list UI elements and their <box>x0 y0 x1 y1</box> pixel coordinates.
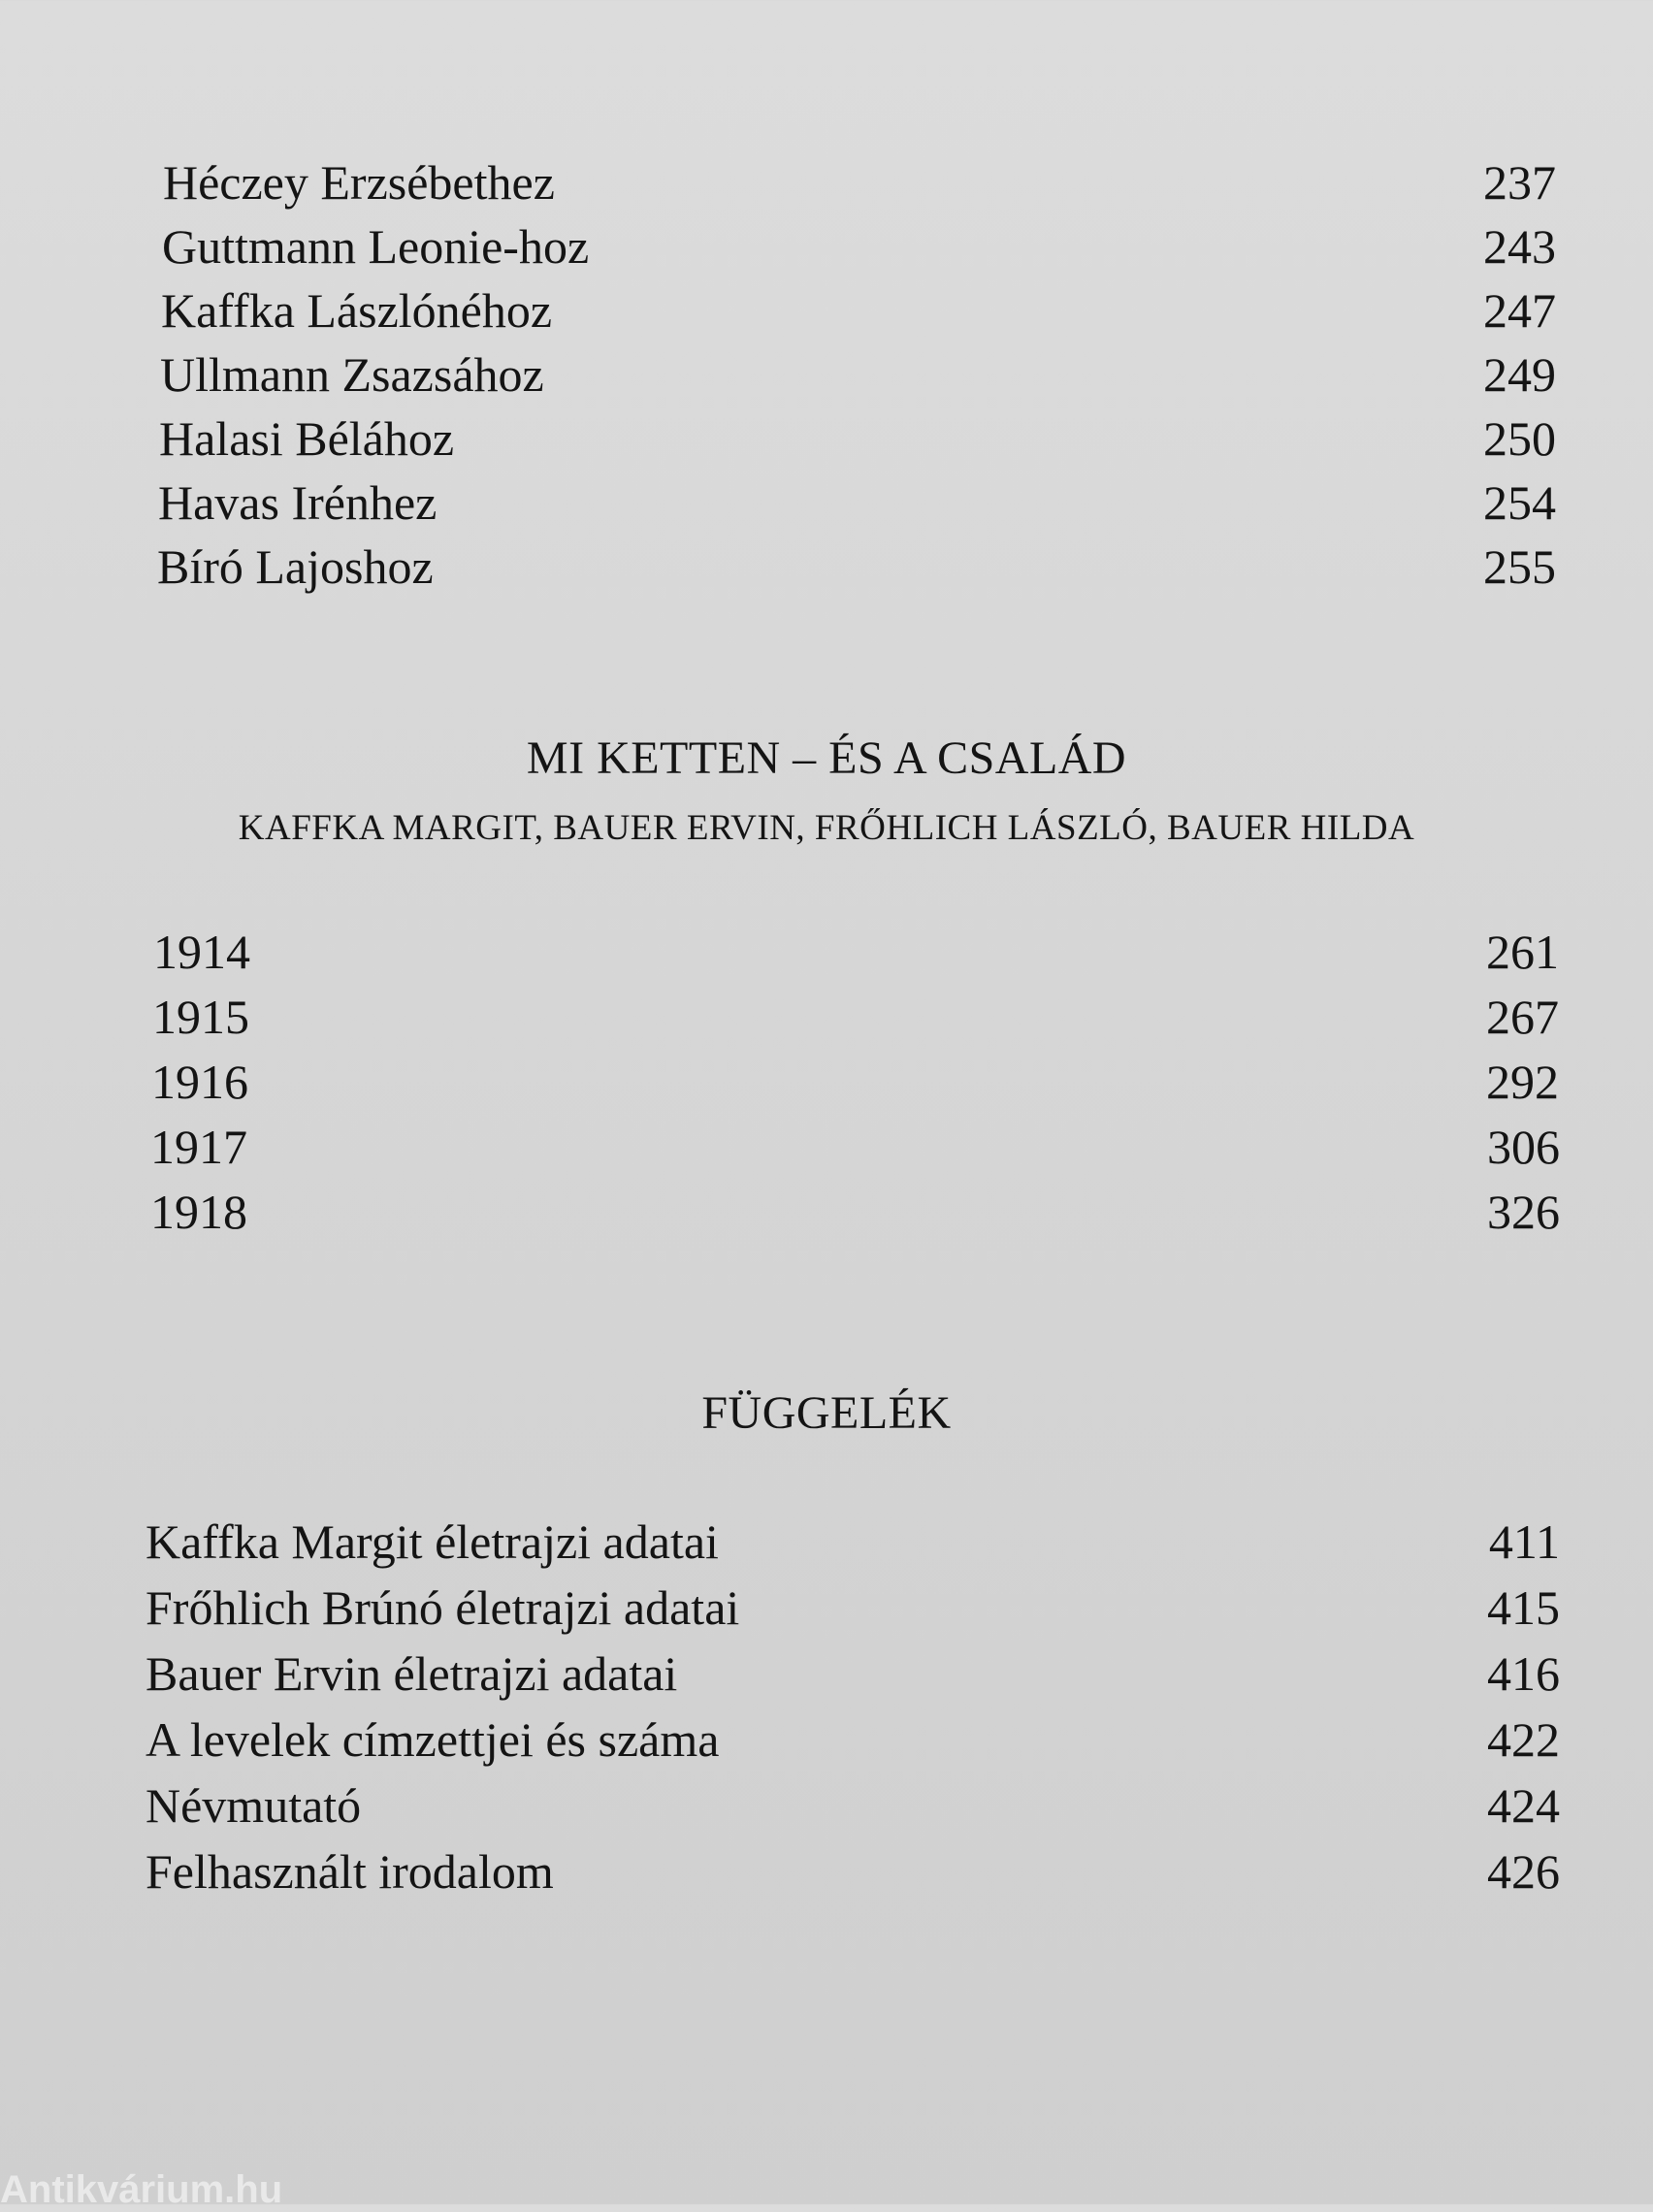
toc-entry-title: 1917 <box>150 1120 247 1174</box>
toc-entry-page: 424 <box>1487 1778 1560 1833</box>
section-heading: MI KETTEN – ÉS A CSALÁD <box>526 732 1127 784</box>
toc-entry-title: Ullmann Zsazsához <box>160 347 544 402</box>
toc-entry <box>0 408 1653 469</box>
toc-entry-page: 255 <box>1483 539 1556 594</box>
toc-entry <box>0 344 1653 405</box>
toc-entry-page: 326 <box>1487 1185 1560 1239</box>
toc-entry-title: A levelek címzettjei és száma <box>146 1712 720 1767</box>
toc-entry-page: 267 <box>1486 990 1559 1044</box>
toc-entry <box>0 1775 1653 1836</box>
toc-entry <box>0 1117 1653 1177</box>
watermark-text: Antikvárium.hu <box>0 2168 283 2211</box>
toc-entry-title: 1914 <box>153 925 250 979</box>
toc-entry-title: Bíró Lajoshoz <box>157 539 434 594</box>
toc-entry-title: Havas Irénhez <box>158 475 438 530</box>
toc-entry-page: 411 <box>1488 1514 1560 1569</box>
toc-entry-page: 416 <box>1487 1646 1560 1701</box>
toc-entry-page: 261 <box>1486 925 1559 979</box>
toc-entry <box>0 216 1653 276</box>
toc-entry <box>0 987 1653 1047</box>
toc-entry-title: Kaffka Margit életrajzi adatai <box>146 1514 719 1569</box>
toc-entry-title: Frőhlich Brúnó életrajzi adatai <box>146 1580 740 1635</box>
toc-entry-title: 1918 <box>150 1185 247 1239</box>
toc-entry <box>0 152 1653 212</box>
toc-entry <box>0 1709 1653 1770</box>
toc-entry <box>0 1578 1653 1638</box>
toc-entry-title: Névmutató <box>146 1778 362 1833</box>
toc-entry <box>0 1052 1653 1112</box>
toc-entry <box>0 472 1653 533</box>
toc-entry-page: 426 <box>1487 1844 1560 1899</box>
toc-entry <box>0 537 1653 597</box>
toc-entry-title: 1916 <box>151 1055 248 1109</box>
toc-entry-title: Bauer Ervin életrajzi adatai <box>146 1646 678 1701</box>
toc-entry-page: 250 <box>1483 411 1556 466</box>
toc-entry <box>0 922 1653 982</box>
toc-entry-page: 422 <box>1487 1712 1560 1767</box>
toc-entry-page: 247 <box>1483 283 1556 338</box>
section-subheading: KAFFKA MARGIT, BAUER ERVIN, FRŐHLICH LÁSZLÓ, BAUER HILDA <box>238 808 1415 848</box>
toc-entry-title: Felhasznált irodalom <box>146 1844 554 1899</box>
toc-entry <box>0 1841 1653 1902</box>
toc-entry-page: 415 <box>1487 1580 1560 1635</box>
toc-entry <box>0 1643 1653 1704</box>
toc-entry-page: 306 <box>1487 1120 1560 1174</box>
toc-entry-page: 292 <box>1486 1055 1559 1109</box>
toc-entry-page: 243 <box>1483 219 1556 274</box>
toc-entry-page: 249 <box>1483 347 1556 402</box>
toc-entry <box>0 280 1653 341</box>
toc-entry <box>0 1182 1653 1242</box>
toc-entry-title: 1915 <box>152 990 249 1044</box>
toc-entry-title: Guttmann Leonie-hoz <box>162 219 590 274</box>
toc-entry <box>0 1512 1653 1572</box>
toc-entry-title: Halasi Bélához <box>159 411 455 466</box>
section-heading: FÜGGELÉK <box>701 1387 952 1439</box>
toc-entry-title: Héczey Erzsébethez <box>163 155 555 210</box>
toc-entry-page: 237 <box>1483 155 1556 210</box>
toc-entry-page: 254 <box>1483 475 1556 530</box>
toc-entry-title: Kaffka Lászlónéhoz <box>161 283 553 338</box>
